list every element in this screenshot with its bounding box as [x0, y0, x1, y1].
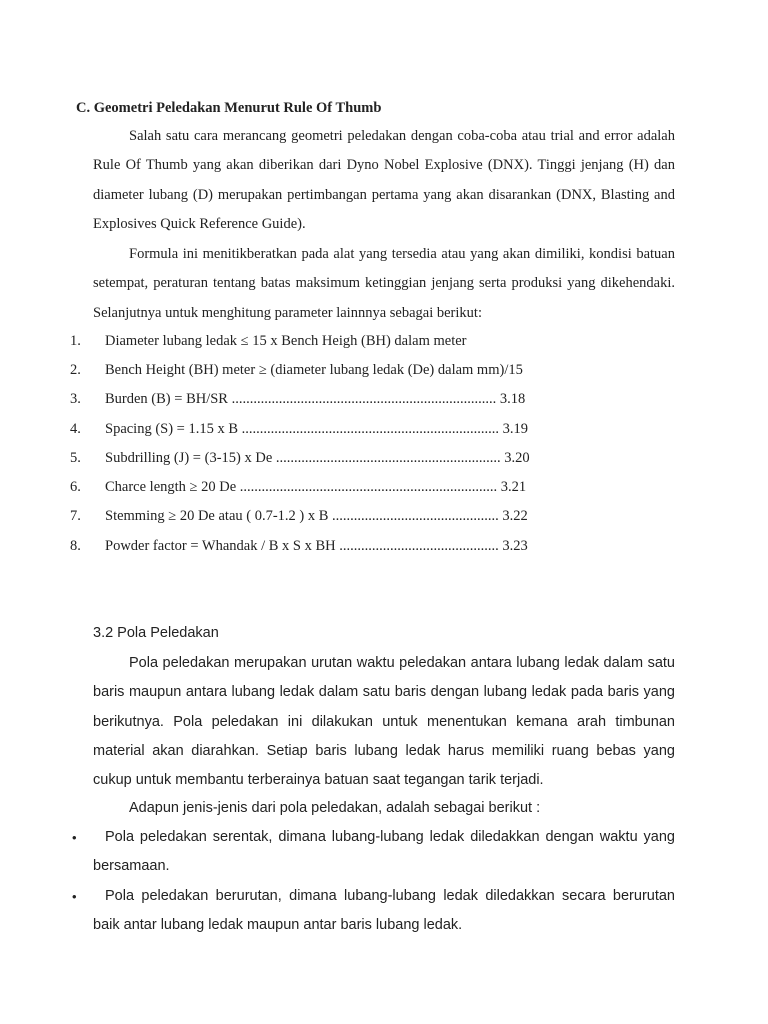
- bullet-item: [93, 823, 675, 882]
- section-3-2-title: 3.2 Pola Peledakan: [93, 625, 219, 641]
- list-text: Burden (B) = BH/SR ......................................................................... 3.18: [105, 391, 526, 407]
- list-number: 4.: [70, 421, 81, 437]
- bullet-marker: •: [72, 889, 77, 904]
- list-text: Bench Height (BH) meter ≥ (diameter lubang ledak (De) dalam mm)/15: [105, 362, 523, 378]
- list-number: 5.: [70, 450, 81, 466]
- list-text: Charce length ≥ 20 De ....................................................................... 3.21: [105, 479, 527, 495]
- section-3-2-paragraph-2-text: Adapun jenis-jenis dari pola peledakan, adalah sebagai berikut :: [129, 800, 541, 816]
- bullet-item-text: Pola peledakan serentak, dimana lubang-lubang ledak diledakkan dengan waktu yang bersamaan.: [93, 829, 675, 875]
- section-3-2-paragraph-1-text: Pola peledakan merupakan urutan waktu peledakan antara lubang ledak dalam satu baris maupun antara lubang ledak dalam satu baris dengan lubang ledak pada baris yang berikutnya. Pola peledakan ini dilakukan untuk menentukan kemana arah timbunan material akan diarahkan. Setiap baris lubang ledak harus memiliki ruang bebas yang cukup untuk membantu terberainya batuan saat tegangan tarik terjadi.: [93, 655, 675, 789]
- list-number: 7.: [70, 508, 81, 524]
- bullet-item: [93, 882, 675, 941]
- section-3-2-paragraph-2: [93, 794, 675, 823]
- list-text: Stemming ≥ 20 De atau ( 0.7-1.2 ) x B .............................................. 3.22: [105, 508, 528, 524]
- section-c-paragraph-1: [93, 122, 675, 239]
- list-number: 8.: [70, 538, 81, 554]
- list-number: 1.: [70, 333, 81, 349]
- bullet-item-text: Pola peledakan berurutan, dimana lubang-lubang ledak diledakkan secara berurutan baik antar lubang ledak maupun antar baris lubang ledak.: [93, 888, 675, 934]
- list-text: Spacing (S) = 1.15 x B ....................................................................... 3.19: [105, 421, 529, 437]
- list-text: Subdrilling (J) = (3-15) x De .............................................................. 3.20: [105, 450, 530, 466]
- section-3-2-paragraph-1: [93, 649, 675, 795]
- section-c-paragraph-2: [93, 240, 675, 328]
- section-c-paragraph-1-text: Salah satu cara merancang geometri peledakan dengan coba-coba atau trial and error adalah Rule Of Thumb yang akan diberikan dari Dyno Nobel Explosive (DNX). Tinggi jenjang (H) dan diameter lubang (D) merupakan pertimbangan pertama yang akan disarankan (DNX, Blasting and Explosives Quick Reference Guide).: [93, 128, 675, 232]
- bullet-marker: •: [72, 830, 77, 845]
- list-number: 3.: [70, 391, 81, 407]
- section-c-paragraph-2-text: Formula ini menitikberatkan pada alat yang tersedia atau yang akan dimiliki, kondisi batuan setempat, peraturan tentang batas maksimum ketinggian jenjang serta produksi yang dikehendaki. Selanjutnya untuk menghitung parameter lainnnya sebagai berikut:: [93, 246, 675, 321]
- list-text: Powder factor = Whandak / B x S x BH ............................................ 3.23: [105, 538, 528, 554]
- list-number: 6.: [70, 479, 81, 495]
- section-c-heading: C. Geometri Peledakan Menurut Rule Of Thumb: [76, 100, 382, 116]
- list-text: Diameter lubang ledak ≤ 15 x Bench Heigh (BH) dalam meter: [105, 333, 467, 349]
- list-number: 2.: [70, 362, 81, 378]
